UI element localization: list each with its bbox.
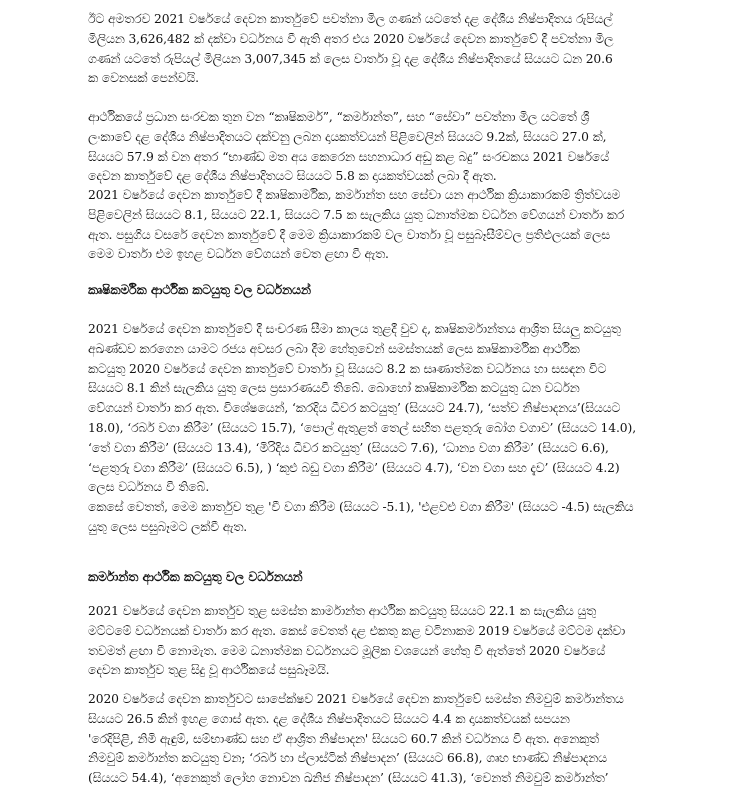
text-line: 2020 වර්ෂයේ දෙවන කාර්තුවට සාපේක්ෂව 2021 වර්ෂයේ දෙවන කාර්තුවේ සමස්ත නිමවුම් කර්මාන්තය: [88, 692, 624, 706]
text-line: දෙවන කාර්තුව තුළ සිදු වූ ආර්ථිකයේ පසුබෑමයි.: [88, 663, 330, 678]
text-line: ලංකාවේ දළ දේශීය නිෂ්පාදිතයට දක්වනු ලබන දායකත්වයන් පිළිවෙලින් සියයට 9.2ක්, සියයට 27.0 ක්,: [88, 129, 607, 144]
text-line: ඊට අමතරව 2021 වර්ෂයේ දෙවන කාර්තුවේ පවත්නා මිල ගණන් යටතේ දළ දේශීය නිෂ්පාදිතය රුපියල්: [88, 12, 613, 26]
text-line: ගණන් යටතේ රුපියල් මිලියන 3,007,345 ක් ලෙස වාර්තා වූ දළ දේශීය නිෂ්පාදිතයේ සියයට ධන 20.6: [88, 51, 613, 66]
text-line: ලෙස වර්ධනය වී තිබේ.: [88, 480, 210, 495]
text-line: සියයට 8.1 කින් සැලකිය යුතු ලෙස ප්‍රසාරණයවී තිබේ. බොහෝ කෘෂිකාර්මික කටයුතු ධන වර්ධන: [88, 381, 580, 396]
section-heading-agriculture: කෘෂිකර්මික ආර්ථික කටයුතු වල වර්ධනයන්: [88, 283, 311, 297]
text-line: වේගයන් වාර්තා කර ඇත. විශේෂයෙන්, ‘කරදිය ධීවර කටයුතු’ (සියයට 24.7), ‘සත්ව නිෂ්පාදනය’(සියයට: [88, 401, 621, 416]
text-line: ආර්ථිකයේ ප්‍රධාන සංරචක තුන වන “කෘෂිකර්ම”, “කර්මාන්ත”, සහ “සේවා” පවත්නා මිල යටතේ ශ්‍රී: [88, 110, 590, 124]
text-line: ‘පළතුරු වගා කිරීම’ (සියයට 6.5), ) ‘කුළු බඩු වගා කිරීම’ (සියයට 4.7), ‘වන වගා සහ දැව’ (සියයට 4.2): [88, 460, 620, 475]
text-line: නිමවුම් කර්මාන්ත කටයුතු වන; ‘රබර් හා ප්ලාස්ටික් නිෂ්පාදන’ (සියයට 66.8), ගෘහ භාණ්ඩ නිෂ්පාදනය: [88, 751, 607, 766]
text-line: අඛණ්ඩව කරගෙන යාමට රජය අවසර ලබා දීම හේතුවෙන් සමස්තයක් ලෙස කෘෂිකාර්මික ආර්ථික: [88, 341, 580, 356]
text-line: යුතු ලෙස පසුබෑමට ලක්වී ඇත.: [88, 519, 248, 534]
paragraph-agriculture-growth: [88, 320, 662, 538]
paragraph-manufacturing-growth: [88, 690, 662, 789]
paragraph-industry-growth: [88, 602, 662, 681]
text-line: මිලියන 3,626,482 ක් දක්වා වර්ධනය වී ඇති අතර එය 2020 වර්ෂයේ දෙවන කාර්තුවේ දී පවත්නා මිල: [88, 31, 614, 46]
text-line: තවමත් ළඟා වී නොමැත. මෙම ධනාත්මක වර්ධනයට මූලික වශයෙන් හේතු වී ඇත්තේ 2020 වර්ෂයේ: [88, 643, 606, 658]
section-heading-industry: කර්මාන්ත ආර්ථික කටයුතු වල වර්ධනයන්: [88, 570, 303, 584]
paragraph-sector-contributions: [88, 108, 662, 187]
text-line: සියයට 26.5 කින් ඉහළ ගොස් ඇත. දළ දේශීය නිෂ්පාදිතයට සියයට 4.4 ක දායකත්වයක් සපයන: [88, 711, 570, 726]
text-line: මෙම වාර්තා එම ඉහළ වර්ධන වේගයන් වෙත ළඟා වී ඇත.: [88, 247, 389, 262]
text-line: 'රෙදිපිළි, නිමි ඇඳුම්, සම්භාණ්ඩ සහ ඒ ආශ්‍රිත නිෂ්පාදන' සියයට 60.7 කින් වර්ධනය වී ඇත. අනෙකුත්: [88, 731, 599, 746]
text-line: ක වෙනසක් පෙන්වයි.: [88, 71, 199, 86]
text-line: 2021 වර්ෂයේ දෙවන කාර්තුවේ දී කෘෂිකාර්මික, කර්මාන්ත සහ සේවා යන ආර්ථික ක්‍රියාකාරකම් ත්‍රිත්වයම: [88, 188, 621, 202]
text-line: (සියයට 54.4), ‘අනෙකුත් ලෝහ නොවන ඛනිජ නිෂ්පාදන’ (සියයට 41.3), ‘වෙනත් නිමවුම් කර්මාන්ත’: [88, 771, 609, 786]
text-line: දෙවන කාර්තුවේ දළ දේශීය නිෂ්පාදිතයට සියයට 5.8 ක දායකත්වයක් ලබා දී ඇත.: [88, 169, 497, 184]
text-line: ඇත. පසුගිය වසරේ දෙවන කාර්තුවේ දී මෙම ක්‍රියාකාරකම් වල වාර්තා වූ පසුබෑසීම්වල ප්‍රතිඵලයක් ලෙස: [88, 227, 611, 242]
text-line: කටයුතු 2020 වර්ෂයේ දෙවන කාර්තුවේ වාර්තා වූ සියයට 8.2 ක සෘණාත්මක වර්ධනය හා සසඳන විට: [88, 361, 607, 376]
paragraph-sector-growth: [88, 186, 662, 265]
text-line: ‘තේ වගා කිරීම’ (සියයට 13.4), ‘මිරිදිය ධීවර කටයුතු’ (සියයට 7.6), ‘ධාන්‍ය වගා කිරීම’ (සියයට 6.6),: [88, 440, 609, 455]
paragraph-gdp-current-prices: [88, 10, 662, 89]
text-line: 2021 වර්ෂයේ දෙවන කාර්තුව තුළ සමස්ත කාර්මාන්ත ආර්ථික කටයුතු සියයට 22.1 ක සැලකිය යුතු: [88, 604, 597, 618]
text-line: කෙසේ වෙතත්, මෙම කාර්තුව තුළ 'වී වගා කිරීම (සියයට -5.1), 'එළවළු වගා කිරීම' (සියයට -4.5) සැලකිය: [88, 500, 634, 515]
text-line: සියයට 57.9 ක් වන අතර “භාණ්ඩ මත අය කෙරෙන සහනාධාර අඩු කළ බදු” සංරචකය 2021 වර්ෂයේ: [88, 149, 609, 164]
text-line: 18.0), ‘රබර් වගා කිරීම’ (සියයට 15.7), ‘පොල් ඇතුළත් තෙල් සහිත පළතුරු බෝග වගාව’ (සියයට 14.0),: [88, 420, 637, 435]
text-line: 2021 වර්ෂයේ දෙවන කාර්තුවේ දී සංචරණ සීමා කාලය තුළදී වුව ද, කෘෂිකර්මාන්තය ආශ්‍රිත සියලු කටයුතු: [88, 322, 621, 336]
text-line: පිළිවෙලින් සියයට 8.1, සියයට 22.1, සියයට 7.5 ක සැලකිය යුතු ධනාත්මක වර්ධන වේගයන් වාර්තා කර: [88, 207, 625, 222]
text-line: මට්ටමේ වර්ධනයක් වාර්තා කර ඇත. කෙස් වෙතත් දළ එකතු කළ වටිනාකම 2019 වර්ෂයේ මට්ටම දක්වා: [88, 623, 626, 638]
